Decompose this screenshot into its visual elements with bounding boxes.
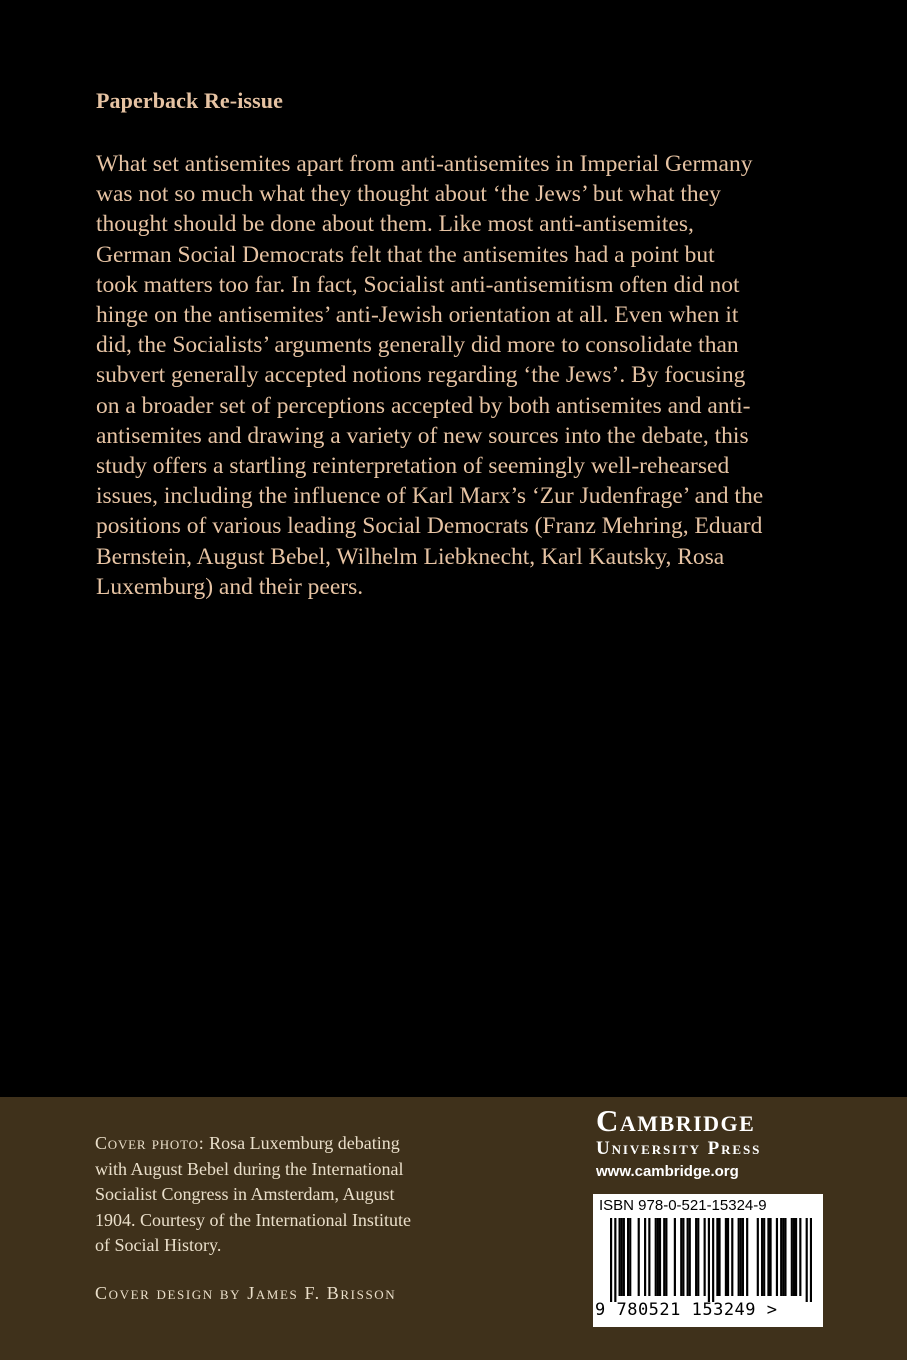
description-line: issues, including the influence of Karl Marx’s ‘Zur Judenfrage’ and the <box>96 483 764 510</box>
description-line: antisemites and drawing a variety of new sources into the debate, this <box>96 422 749 449</box>
barcode-bar <box>782 1218 784 1296</box>
barcode-bar <box>740 1218 742 1296</box>
barcode-bar <box>810 1218 812 1302</box>
description-line: subvert generally accepted notions regarding ‘the Jews’. By focusing <box>96 362 746 389</box>
publisher-name: Cambridge <box>596 1103 756 1138</box>
cover-photo-credit <box>95 1131 475 1259</box>
barcode-bar <box>784 1218 786 1296</box>
cover-photo-credit-line: of Social History. <box>95 1235 222 1255</box>
barcode-bar <box>767 1218 769 1296</box>
barcode-bar <box>806 1218 808 1302</box>
barcode <box>593 1194 823 1327</box>
barcode-bar <box>795 1218 797 1296</box>
description-line: took matters too far. In fact, Socialist anti-antisemitism often did not <box>96 271 740 298</box>
description-line: German Social Democrats felt that the antisemites had a point but <box>96 241 715 268</box>
description-line: Bernstein, August Bebel, Wilhelm Liebknecht, Karl Kautsky, Rosa <box>96 543 725 570</box>
cover-photo-label: Cover photo: <box>95 1133 205 1153</box>
barcode-bar <box>614 1218 616 1302</box>
publisher-press: University Press <box>596 1138 762 1159</box>
description-line: positions of various leading Social Democrats (Franz Mehring, Eduard <box>96 513 763 540</box>
barcode-bar <box>623 1218 625 1296</box>
barcode-bar <box>619 1218 621 1296</box>
description-line: Luxemburg) and their peers. <box>96 573 364 600</box>
barcode-bar <box>627 1218 629 1296</box>
publisher-url: www.cambridge.org <box>596 1163 739 1180</box>
barcode-bar <box>742 1218 744 1296</box>
description-line: study offers a startling reinterpretation of seemingly well-rehearsed <box>96 453 730 480</box>
cover-photo-credit-line: with August Bebel during the International <box>95 1158 404 1179</box>
barcode-bar <box>680 1218 682 1296</box>
barcode-bar <box>780 1218 782 1296</box>
description-text <box>96 149 821 602</box>
barcode-bars <box>610 1218 812 1302</box>
barcode-bar <box>687 1218 689 1296</box>
barcode-bar <box>763 1218 765 1296</box>
barcode-bar <box>674 1218 676 1296</box>
barcode-bar <box>697 1218 699 1296</box>
barcode-bar <box>629 1218 631 1296</box>
barcode-bar <box>738 1218 740 1296</box>
cover-design-credit: Cover design by James F. Brisson <box>95 1283 397 1303</box>
barcode-bar <box>716 1218 718 1296</box>
barcode-bar <box>648 1218 650 1296</box>
cover-photo-credit-line <box>95 1131 475 1157</box>
description-line: thought should be done about them. Like most anti-antisemites, <box>96 211 694 238</box>
barcode-bar <box>610 1218 612 1302</box>
barcode-bar <box>621 1218 623 1296</box>
barcode-bar <box>655 1218 657 1296</box>
barcode-bar <box>657 1218 659 1296</box>
barcode-bar <box>799 1218 801 1296</box>
barcode-bar <box>791 1218 793 1296</box>
barcode-bar <box>659 1218 661 1296</box>
publisher-logo <box>596 1104 826 1180</box>
barcode-bar <box>644 1218 646 1296</box>
barcode-bar <box>665 1218 667 1296</box>
barcode-bar <box>682 1218 684 1296</box>
barcode-bar <box>708 1218 710 1302</box>
description-line: hinge on the antisemites’ anti-Jewish orientation at all. Even when it <box>96 302 739 329</box>
description-line: did, the Socialists’ arguments generally did more to consolidate than <box>96 332 739 359</box>
barcode-bar <box>731 1218 733 1296</box>
barcode-bar <box>727 1218 729 1296</box>
barcode-bar <box>695 1218 697 1296</box>
barcode-bar <box>761 1218 763 1296</box>
barcode-bar <box>793 1218 795 1296</box>
cover-photo-credit-line: 1904. Courtesy of the International Institute <box>95 1209 411 1230</box>
barcode-bar <box>689 1218 691 1296</box>
barcode-bar <box>718 1218 720 1296</box>
barcode-bar <box>704 1218 706 1296</box>
edition-heading: Paperback Re-issue <box>96 88 283 113</box>
cover-photo-credit-line: Socialist Congress in Amsterdam, August <box>95 1184 395 1204</box>
barcode-bar <box>725 1218 727 1296</box>
description-line: was not so much what they thought about ‘the Jews’ but what they <box>96 181 721 208</box>
isbn-label: ISBN 978-0-521-15324-9 <box>599 1197 767 1214</box>
barcode-bar <box>663 1218 665 1296</box>
barcode-bar <box>712 1218 714 1302</box>
barcode-bar <box>746 1218 748 1296</box>
barcode-digits: 9 780521 153249 > <box>595 1300 778 1320</box>
barcode-bar <box>769 1218 771 1296</box>
description-line: What set antisemites apart from anti-antisemites in Imperial Germany <box>96 151 753 177</box>
barcode-bar <box>776 1218 778 1296</box>
barcode-bar <box>638 1218 640 1296</box>
barcode-bar <box>757 1218 759 1296</box>
description-line: on a broader set of perceptions accepted by both antisemites and anti- <box>96 392 751 419</box>
cover-photo-credit-text: Rosa Luxemburg debating <box>204 1133 400 1153</box>
